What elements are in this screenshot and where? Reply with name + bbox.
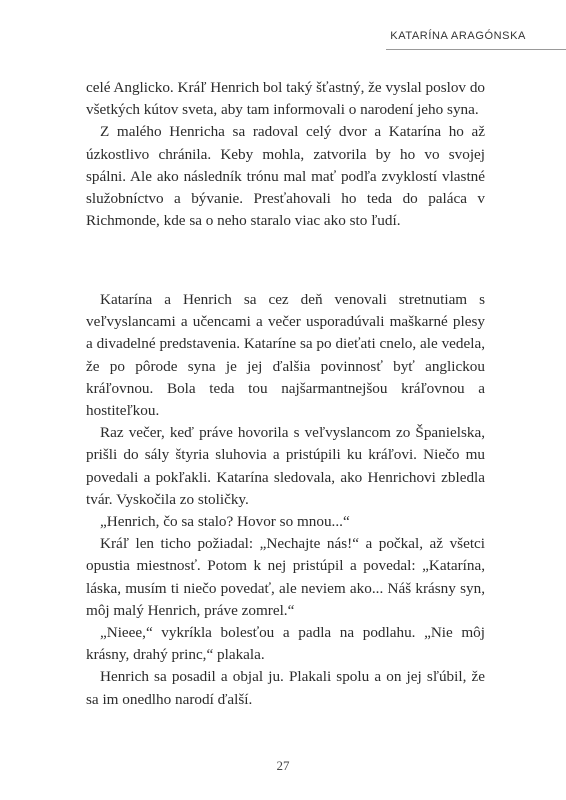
text-section-1 [86,77,485,232]
text-section-2 [86,289,485,711]
paragraph: celé Anglicko. Kráľ Henrich bol taký šťastný, že vyslal poslov do všetkých kútov sveta, aby tam informovali o narodení jeho syna. [86,79,486,119]
header-rule [386,49,566,50]
page-number: 27 [276,758,290,773]
paragraph: Henrich sa posadil a objal ju. Plakali spolu a on jej sľúbil, že sa im onedlho narodí ďalší. [86,668,485,708]
paragraph: Katarína a Henrich sa cez deň venovali stretnutiam s veľvyslancami a učencami a večer usporadúvali maškarné plesy a divadelné predstavenia. Kataríne sa po dieťati cnelo, ale vedela, že po pôrode syna je jej ďalšia povinnosť byť anglickou kráľovnou. Bola teda tou najšarmantnejšou kráľovnou a hostiteľkou. [86,291,485,420]
paragraph: „Henrich, čo sa stalo? Hovor so mnou...“ [100,513,350,531]
paragraph: Kráľ len ticho požiadal: „Nechajte nás!“ a počkal, až všetci opustia miestnosť. Potom k nej pristúpil a povedal: „Katarína, láska, musím ti niečo povedať, ale neviem ako... Náš krásny syn, môj malý Henrich, práve zomrel.“ [86,535,485,619]
paragraph: „Nieee,“ vykríkla bolesťou a padla na podlahu. „Nie môj krásny, drahý princ,“ plakala. [86,624,485,664]
paragraph: Raz večer, keď práve hovorila s veľvyslancom zo Španielska, prišli do sály štyria sluhovia a pristúpili ku kráľovi. Niečo mu povedali a pokľakli. Katarína sledovala, ako Henrichovi zbledla tvár. Vyskočila zo stoličky. [86,424,485,508]
paragraph: Z malého Henricha sa radoval celý dvor a Katarína ho až úzkostlivo chránila. Keby mohla, zatvorila by ho vo svojej spálni. Ale ako následník trónu mal mať podľa zvyklostí vlastné služobníctvo a bývanie. Presťahovali ho teda do paláca v Richmonde, kde sa o neho staralo viac ako sto ľudí. [86,123,485,230]
running-header: KATARÍNA ARAGÓNSKA [390,30,526,42]
